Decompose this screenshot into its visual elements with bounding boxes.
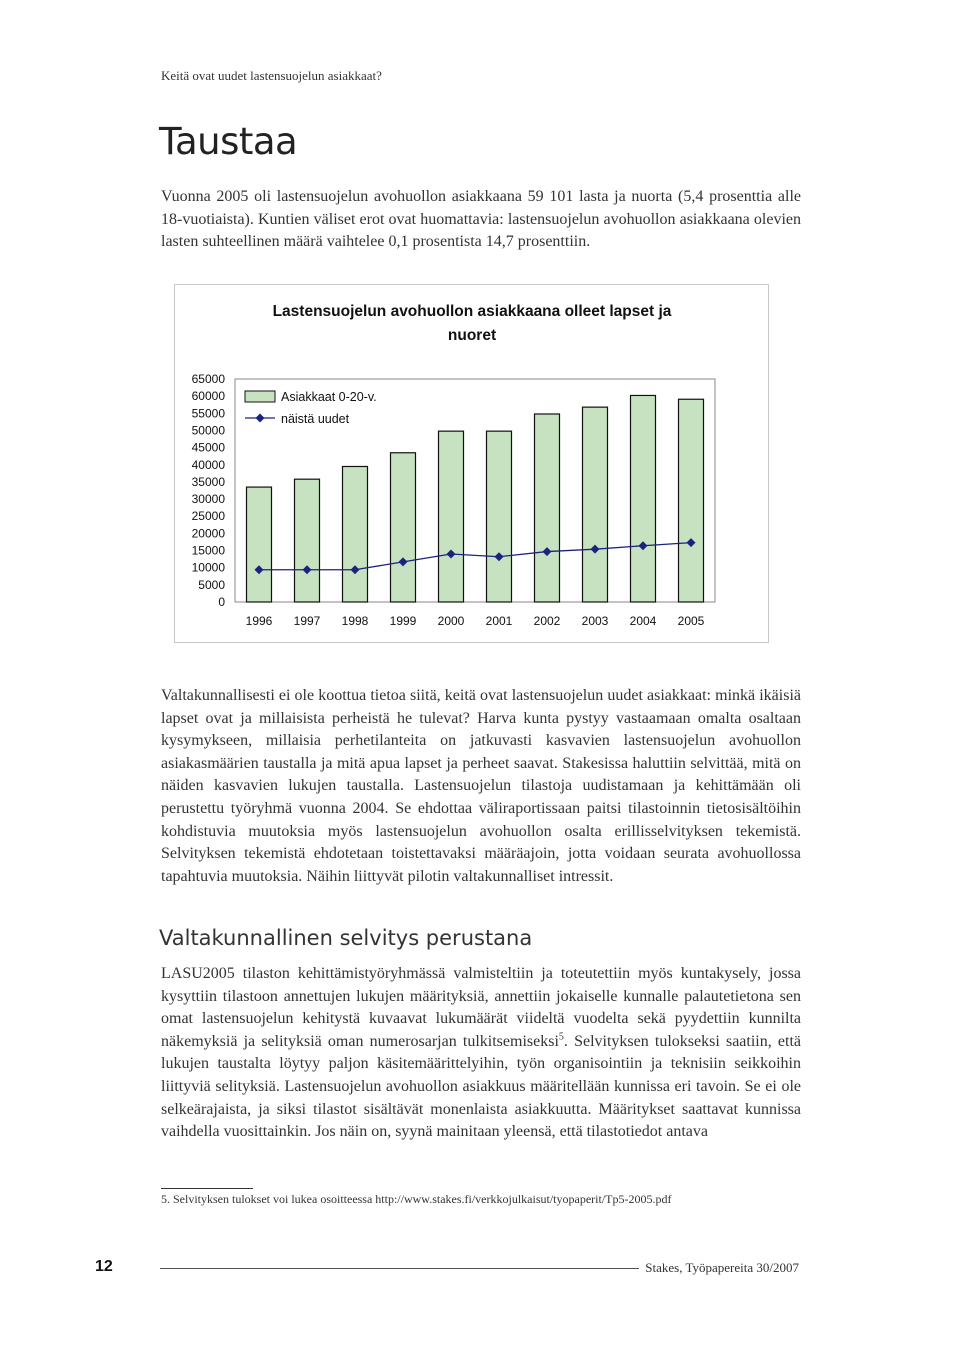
legend-swatch-marker bbox=[256, 414, 265, 423]
y-tick-label: 50000 bbox=[191, 423, 225, 438]
x-tick-label: 1997 bbox=[293, 614, 321, 628]
x-tick-label: 2005 bbox=[677, 614, 705, 628]
section-heading-selvitys: Valtakunnallinen selvitys perustana bbox=[159, 926, 533, 950]
page-number: 12 bbox=[95, 1258, 113, 1275]
body-paragraph-2-part-2: . Selvityksen tulokseksi saatiin, että lukujen taustalta löytyy paljon käsitemäärittelyihin, työn organisointiin ja teknisiin seikkoihin liittyviä selityksiä. Lastensuojelun avohuollon asiakkuus määritellään kunnissa eri tavoin. Se ei ole selkeärajaista, ja siksi tilastot sisältävät monenlaista asiakkuutta. Määritykset saattavat kunnissa vaihdella vuosittainkin. Jos näin on, syynä mainitaan yleensä, että tilastotiedot antava bbox=[161, 1032, 801, 1141]
footnote-ref: 5 bbox=[558, 1031, 564, 1043]
bar-line-chart bbox=[175, 285, 768, 642]
y-tick-label: 0 bbox=[218, 595, 225, 609]
y-tick-label: 15000 bbox=[191, 543, 225, 558]
line-series bbox=[259, 543, 691, 570]
x-tick-label: 2001 bbox=[485, 614, 513, 628]
bar bbox=[391, 453, 416, 602]
body-paragraph-2-part-1: LASU2005 tilaston kehittämistyöryhmässä valmisteltiin ja toteutettiin myös kuntakysely, jossa kysyttiin tilastoon annettujen lukujen määrityksiä, annettiin jokaiselle kunnalle palautetietona sen omat lastensuojelun kehitystä kuvaavat lukumäärät viideltä vuodelta sekä pyydettiin kunnilta näkemyksiä ja selityksiä oman numerosarjan tulkitsemiseksi bbox=[161, 965, 801, 1050]
bar bbox=[439, 431, 464, 602]
footnote-rule bbox=[161, 1188, 253, 1189]
footnote: 5. Selvityksen tulokset voi lukea osoitteessa http://www.stakes.fi/verkkojulkaisut/tyopaperit/Tp5-2005.pdf bbox=[161, 1192, 672, 1206]
running-header: Keitä ovat uudet lastensuojelun asiakkaat? bbox=[161, 68, 382, 83]
body-paragraph-2 bbox=[161, 963, 801, 1144]
x-tick-label: 2002 bbox=[533, 614, 561, 628]
body-paragraph-1: Valtakunnallisesti ei ole koottua tietoa siitä, keitä ovat lastensuojelun uudet asiakkaat: minkä ikäisiä lapset ovat ja millaisista perheistä he tulevat? Harva kunta pystyy vastaamaan omalta osaltaan kysymykseen, millaisia perhetilanteita on jatkuvasti kasvavien lastensuojelun avohuollon asiakasmäärien taustalla ja mitä apua lapset ja perheet saavat. Stakesissa haluttiin selvittää, mitä on näiden kasvavien lukujen taustalla. Lastensuojelun tilastoja uudistamaan ja kehittämään oli perustettu työryhmä vuonna 2004. Se ehdottaa väliraportissaan paitsi tilastoinnin tietosisältöihin kohdistuvia muutoksia myös lastensuojelun avohuollon osalta erillisselvityksen tekemistä. Selvityksen tekemistä ehdotetaan toistettavaksi määräajoin, jotta voidaan seurata avohuollossa tapahtuvia muutoksia. Näihin liittyvät pilotin valtakunnalliset intressit. bbox=[161, 687, 801, 885]
footer-rule bbox=[160, 1268, 639, 1269]
legend-label-line: näistä uudet bbox=[281, 412, 350, 426]
x-tick-label: 1996 bbox=[245, 614, 273, 628]
intro-paragraph: Vuonna 2005 oli lastensuojelun avohuollon asiakkaana 59 101 lasta ja nuorta (5,4 prosenttia alle 18-vuotiaista). Kuntien väliset erot ovat huomattavia: lastensuojelun avohuollon asiakkaana olevien lasten suhteellinen määrä vaihtelee 0,1 prosentista 14,7 prosenttiin. bbox=[161, 188, 801, 250]
bar bbox=[343, 466, 368, 602]
y-tick-label: 30000 bbox=[191, 492, 225, 507]
chart-container bbox=[174, 284, 769, 643]
y-tick-label: 25000 bbox=[191, 509, 225, 524]
publication-name: Stakes, Työpapereita 30/2007 bbox=[645, 1260, 799, 1275]
bar bbox=[295, 479, 320, 602]
x-tick-label: 2004 bbox=[629, 614, 657, 628]
chart-title-line-2: nuoret bbox=[447, 327, 497, 344]
x-tick-label: 2003 bbox=[581, 614, 609, 628]
y-tick-label: 5000 bbox=[198, 577, 225, 592]
y-tick-label: 65000 bbox=[191, 372, 225, 386]
y-tick-label: 40000 bbox=[191, 457, 225, 472]
bar bbox=[631, 395, 656, 602]
y-tick-label: 45000 bbox=[191, 440, 225, 455]
bar bbox=[583, 407, 608, 602]
y-tick-label: 35000 bbox=[191, 474, 225, 489]
x-tick-label: 2000 bbox=[437, 614, 465, 628]
x-tick-label: 1998 bbox=[341, 614, 369, 628]
legend-swatch-bar bbox=[245, 391, 275, 402]
legend-label-bar: Asiakkaat 0-20-v. bbox=[281, 390, 377, 404]
bar bbox=[487, 431, 512, 602]
section-heading-taustaa: Taustaa bbox=[159, 120, 298, 163]
bar bbox=[679, 399, 704, 602]
chart-title-line-1: Lastensuojelun avohuollon asiakkaana olleet lapset ja bbox=[272, 303, 672, 320]
bar bbox=[247, 487, 272, 602]
bar bbox=[535, 414, 560, 602]
y-tick-label: 55000 bbox=[191, 406, 225, 421]
x-tick-label: 1999 bbox=[389, 614, 417, 628]
y-tick-label: 20000 bbox=[191, 526, 225, 541]
y-tick-label: 10000 bbox=[191, 560, 225, 575]
y-tick-label: 60000 bbox=[191, 389, 225, 404]
